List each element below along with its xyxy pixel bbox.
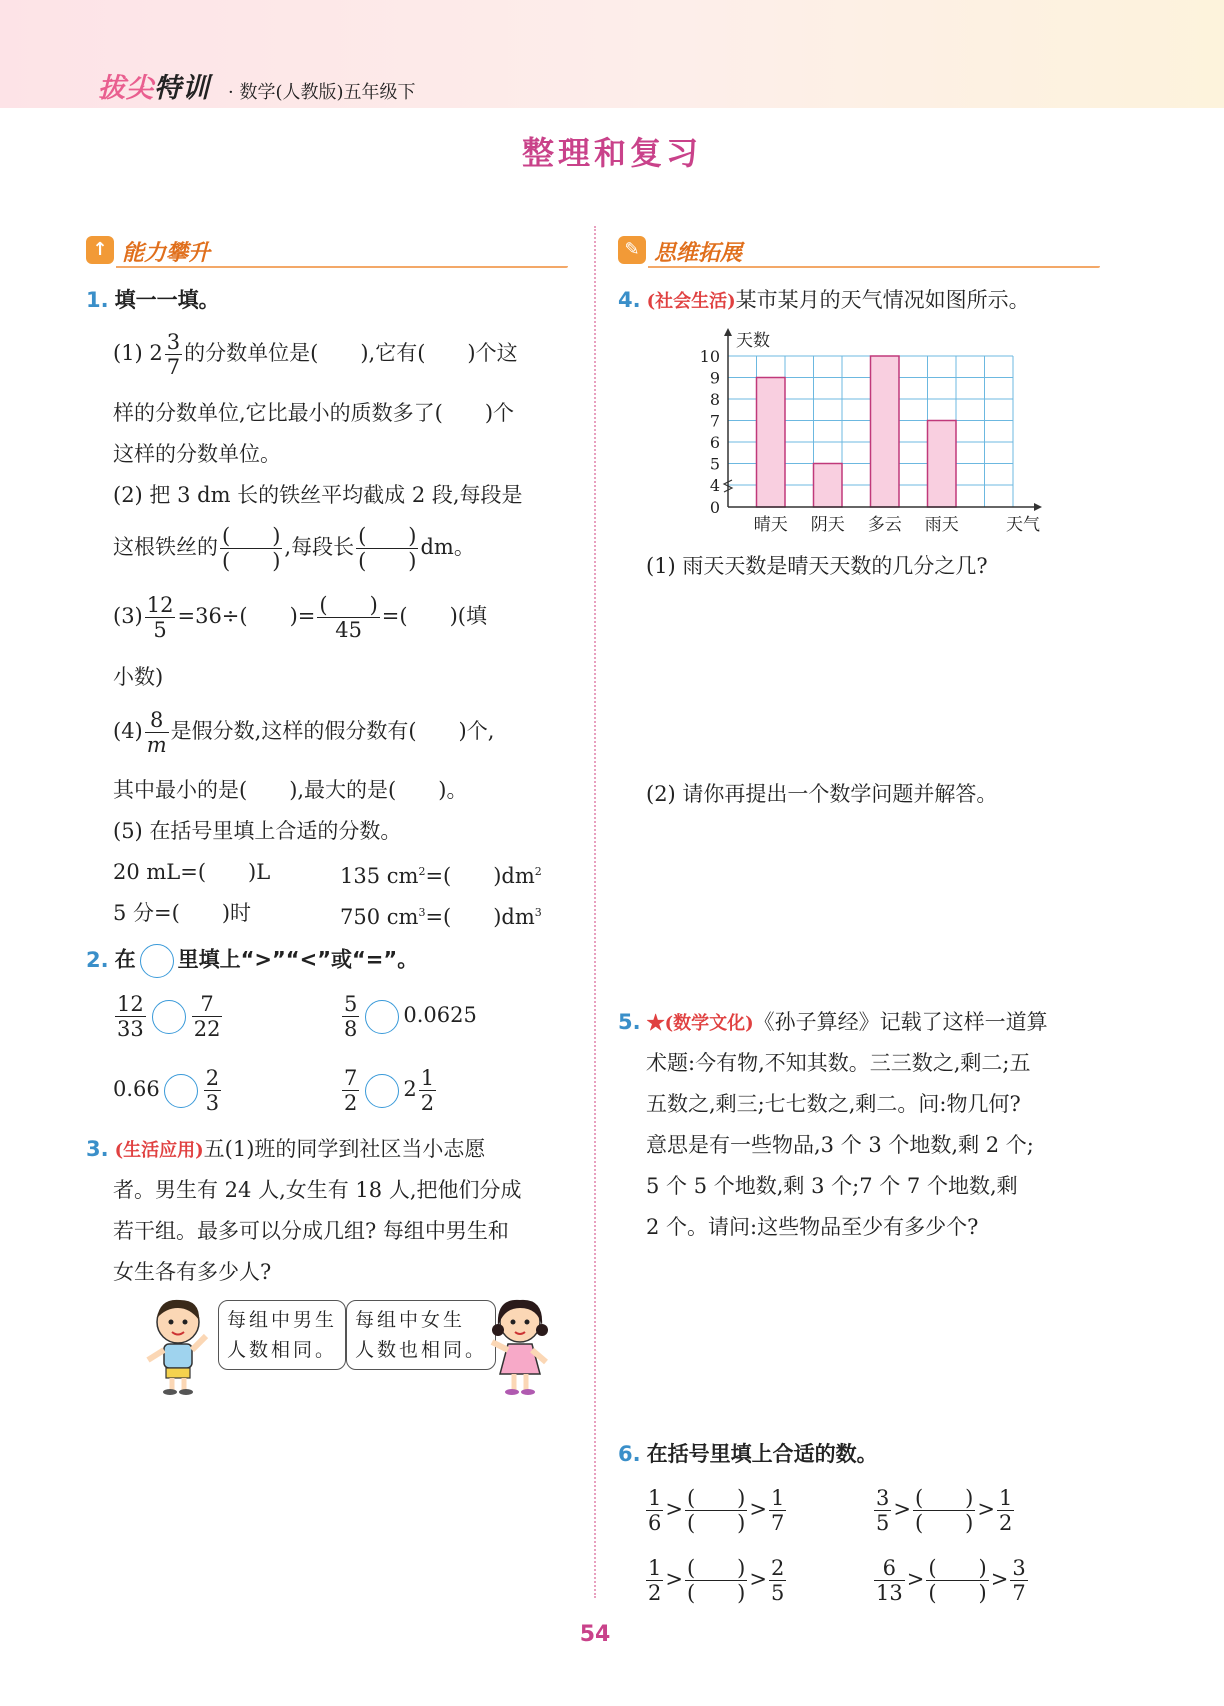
subject-line: · 数学(人教版)五年级下	[228, 82, 416, 103]
page-number: 54	[579, 1622, 611, 1647]
bar-1	[757, 378, 786, 508]
column-divider	[594, 226, 596, 1598]
q5-line6: 2 个。请问:这些物品至少有多少个?	[646, 1215, 979, 1239]
page-title: 整理和复习	[521, 134, 702, 172]
q1-part1-line2: 样的分数单位,它比最小的质数多了( )个	[113, 401, 515, 425]
speech-bubble-girl: 每组中女生 人数也相同。	[346, 1300, 496, 1370]
q1-part1: (1) 2 $\frac{3}{7}$ 的分数单位是( ),它有( )个这	[113, 330, 518, 379]
girl-illustration	[482, 1296, 557, 1396]
speech-bubble-boy: 每组中男生 人数相同。	[218, 1300, 346, 1370]
y-tick-label: 7	[709, 411, 720, 431]
q4-heading: 4. (社会生活)某市某月的天气情况如图所示。	[618, 288, 1030, 312]
weather-bar-chart	[690, 322, 1060, 542]
q1-part5: (5) 在括号里填上合适的分数。	[113, 819, 402, 843]
q1-unit-3: 5 分=( )时	[113, 901, 252, 925]
q1-part3: (3) $\frac{12}{5}$ =36÷( )= $\frac{( )}{45}$ =( )(填	[113, 593, 487, 642]
q1-part1-line3: 这样的分数单位。	[113, 442, 281, 466]
y-tick-label: 4	[709, 476, 720, 495]
y-tick-label: 9	[709, 368, 720, 388]
q2-item-d: $\frac{7}{2}$ 2 $\frac{1}{2}$	[344, 1066, 435, 1115]
q5-line3: 五数之,剩三;七七数之,剩二。问:物几何?	[646, 1092, 1021, 1116]
x-tick-label: 晴天	[753, 515, 788, 535]
q5-line4: 意思是有一些物品,3 个 3 个地数,剩 2 个;	[646, 1133, 1034, 1157]
compare-circle-icon	[140, 944, 174, 978]
q1-unit-2: 135 $cm^2=$( )$dm^2$	[340, 864, 542, 888]
q5-line1: 5. ★(数学文化)《孙子算经》记载了这样一道算	[618, 1010, 1048, 1034]
pencil-icon: ✎	[618, 236, 646, 264]
x-tick-label: 阴天	[810, 515, 845, 535]
x-tick-label: 雨天	[924, 515, 959, 535]
y-tick-label: 8	[709, 390, 720, 409]
bar-3	[871, 356, 900, 507]
q6-item-1: $\frac{1}{6}$ > $\frac{( )}{( )}$ > $\frac{1}{7}$	[648, 1486, 785, 1535]
q1-heading: 1. 填一一填。	[86, 288, 220, 312]
q1-part4-line2: 其中最小的是( ),最大的是( )。	[113, 778, 468, 802]
x-tick-label: 多云	[867, 515, 902, 535]
chart-ylabel: 天数	[736, 331, 770, 351]
q5-line5: 5 个 5 个地数,剩 3 个;7 个 7 个地数,剩	[646, 1174, 1018, 1198]
q2-item-b: $\frac{5}{8}$ 0.0625	[344, 992, 477, 1041]
q5-line2: 术题:今有物,不知其数。三三数之,剩二;五	[646, 1051, 1031, 1075]
q3-line4: 女生各有多少人?	[113, 1260, 272, 1284]
brand-logo: 拔尖特训	[98, 73, 210, 104]
y-tick-label: 10	[699, 347, 720, 366]
climb-icon: ↑	[86, 236, 114, 264]
q1-unit-4: 750 $cm^3=$( )$dm^3$	[340, 905, 542, 929]
q1-part4: (4) $\frac{8}{m}$ 是假分数,这样的假分数有( )个,	[113, 708, 495, 757]
q1-unit-1: 20 mL=( )L	[113, 860, 271, 884]
section-header-right: ✎ 思维拓展	[618, 232, 1100, 268]
q2-heading: 2. 在 里填上“>”“<”或“=”。	[86, 944, 418, 978]
q3-line3: 若干组。最多可以分成几组? 每组中男生和	[113, 1219, 509, 1243]
q1-part2-line2: 这根铁丝的 $\frac{( )}{( )}$ ,每段长 $\frac{( )}{( )}$ dm。	[113, 524, 475, 573]
q4-sub1: (1) 雨天天数是晴天天数的几分之几?	[646, 554, 988, 578]
q6-item-2: $\frac{3}{5}$ > $\frac{( )}{( )}$ > $\frac{1}{2}$	[876, 1486, 1013, 1535]
q1-part2: (2) 把 3 dm 长的铁丝平均截成 2 段,每段是	[113, 483, 523, 507]
q3-line1: 3. (生活应用)五(1)班的同学到社区当小志愿	[86, 1137, 486, 1161]
q3-line2: 者。男生有 24 人,女生有 18 人,把他们分成	[113, 1178, 522, 1202]
section-header-left: ↑ 能力攀升	[86, 232, 568, 268]
bar-2	[814, 464, 843, 508]
q6-item-4: $\frac{6}{13}$ > $\frac{( )}{( )}$ > $\frac{3}{7}$	[876, 1556, 1026, 1605]
y-tick-label: 5	[709, 454, 720, 474]
q6-item-3: $\frac{1}{2}$ > $\frac{( )}{( )}$ > $\frac{2}{5}$	[648, 1556, 785, 1605]
y-tick-label: 0	[709, 498, 720, 517]
y-tick-label: 6	[709, 433, 720, 452]
chart-xlabel: 天气	[1006, 515, 1040, 535]
boy-illustration	[140, 1296, 215, 1396]
q1-part3-line2: 小数)	[113, 665, 164, 689]
q2-item-c: 0.66 $\frac{2}{3}$	[113, 1066, 220, 1115]
q6-heading: 6. 在括号里填上合适的数。	[618, 1442, 878, 1466]
q4-sub2: (2) 请你再提出一个数学问题并解答。	[646, 782, 998, 806]
bar-4	[928, 421, 957, 508]
q2-item-a: $\frac{12}{33}$ $\frac{7}{22}$	[117, 992, 221, 1041]
